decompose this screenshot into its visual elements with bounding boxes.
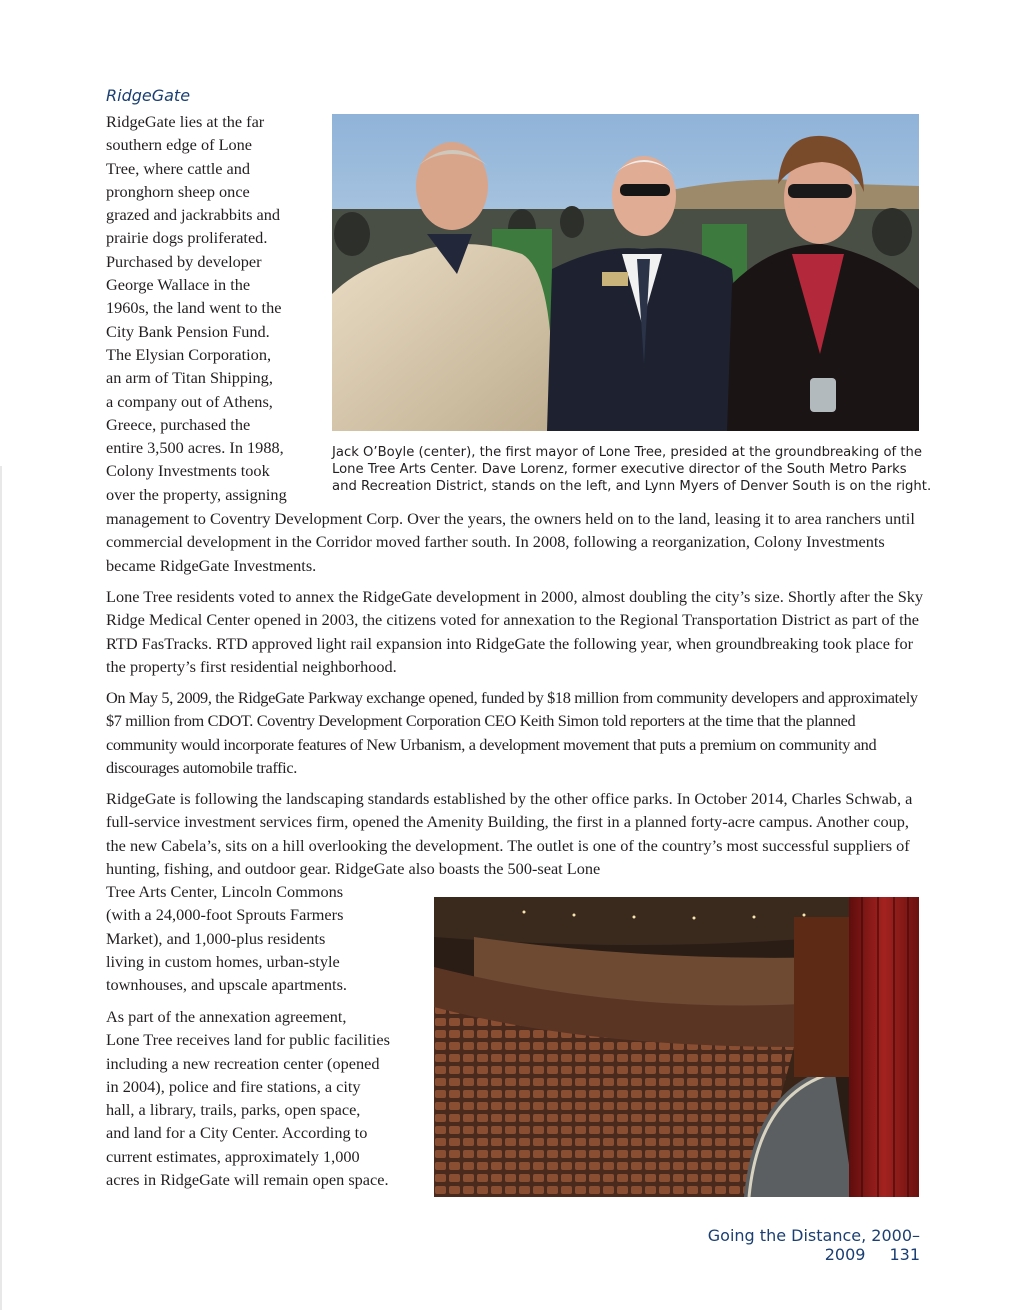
text-line: southern edge of Lone	[106, 135, 253, 155]
text-line: and land for a City Center. According to	[106, 1123, 368, 1143]
text-line: a company out of Athens,	[106, 391, 273, 411]
paragraph-1-narrow-column	[106, 110, 311, 506]
page-number: 131	[889, 1245, 920, 1264]
text-line: an arm of Titan Shipping,	[106, 368, 273, 388]
text-line: Greece, purchased the	[106, 414, 251, 434]
text-line: in 2004), police and fire stations, a city	[106, 1076, 361, 1096]
text-line: 1960s, the land went to the	[106, 298, 282, 318]
caption-line: Jack O’Boyle (center), the first mayor of Lone Tree, presided at the groundbreaking of the	[332, 445, 923, 460]
text-line: current estimates, approximately 1,000	[106, 1146, 360, 1166]
text-line: entire 3,500 acres. In 1988,	[106, 438, 284, 458]
text-line: including a new recreation center (opened	[106, 1053, 380, 1073]
text-line: pronghorn sheep once	[106, 181, 250, 201]
photo-caption	[332, 444, 932, 495]
text-line: (with a 24,000-foot Sprouts Farmers	[106, 905, 344, 925]
text-line: As part of the annexation agreement,	[106, 1007, 347, 1026]
text-line: George Wallace in the	[106, 275, 251, 295]
page-edge-rule	[0, 466, 2, 1310]
text-line: acres in RidgeGate will remain open space.	[106, 1170, 389, 1190]
paragraph-4-continued	[106, 880, 406, 996]
text-line: living in custom homes, urban-style	[106, 951, 340, 971]
text-line: Colony Investments took	[106, 461, 270, 481]
photo-arts-center-theater	[434, 897, 919, 1197]
caption-line: Lone Tree Arts Center. Dave Lorenz, former executive director of the South Metro Parks	[332, 462, 907, 477]
text-line: Market), and 1,000-plus residents	[106, 928, 326, 948]
page-footer	[620, 1226, 920, 1264]
running-title: Going the Distance, 2000–2009	[707, 1226, 920, 1264]
paragraph-1-continued: management to Coventry Development Corp. Over the years, the owners held on to the land, leasing it to area ranchers until commercial development in the Corridor moved farther south. In 2008, following a reorganization, Colony Investments became RidgeGate Investments.	[106, 509, 915, 575]
text-line: grazed and jackrabbits and	[106, 205, 281, 225]
text-line: townhouses, and upscale apartments.	[106, 975, 347, 995]
paragraph-4: RidgeGate is following the landscaping standards established by the other office parks. In October 2014, Charles Schwab, a full-service investment services firm, opened the Amenity Building, the first in a planned forty-acre campus. Another coup, the new Cabela’s, sits on a hill overlooking the development. The outlet is one of the country’s most successful suppliers of hunting, fishing, and outdoor gear. RidgeGate also boasts the 500-seat Lone	[106, 789, 913, 878]
paragraph-3: On May 5, 2009, the RidgeGate Parkway exchange opened, funded by $18 million from community developers and approximately $7 million from CDOT. Coventry Development Corporation CEO Keith Simon told reporters at the time that the planned community would incorporate features of New Urbanism, a development movement that puts a premium on community and discourages automobile traffic.	[106, 688, 918, 777]
caption-line: and Recreation District, stands on the left, and Lynn Myers of Denver South is on the right.	[332, 479, 932, 494]
text-line: over the property, assigning	[106, 484, 287, 504]
text-line: RidgeGate lies at the far	[106, 112, 265, 131]
paragraph-5	[106, 1005, 406, 1191]
paragraph-2: Lone Tree residents voted to annex the RidgeGate development in 2000, almost doubling the city’s size. Shortly after the Sky Ridge Medical Center opened in 2003, the citizens voted for annexation to the Regional Transportation District as part of the RTD FasTracks. RTD approved light rail expansion into RidgeGate the following year, when groundbreaking took place for the property’s first residential neighborhood.	[106, 587, 924, 676]
text-line: hall, a library, trails, parks, open space,	[106, 1100, 361, 1120]
text-line: Tree, where cattle and	[106, 158, 251, 178]
photo-groundbreaking-trio	[332, 114, 919, 431]
text-line: City Bank Pension Fund.	[106, 321, 270, 341]
section-heading: RidgeGate	[106, 86, 191, 105]
text-line: The Elysian Corporation,	[106, 344, 272, 364]
text-line: Lone Tree receives land for public facilities	[106, 1030, 390, 1050]
text-line: prairie dogs proliferated.	[106, 228, 268, 248]
text-line: Tree Arts Center, Lincoln Commons	[106, 882, 344, 901]
text-line: Purchased by developer	[106, 251, 262, 271]
